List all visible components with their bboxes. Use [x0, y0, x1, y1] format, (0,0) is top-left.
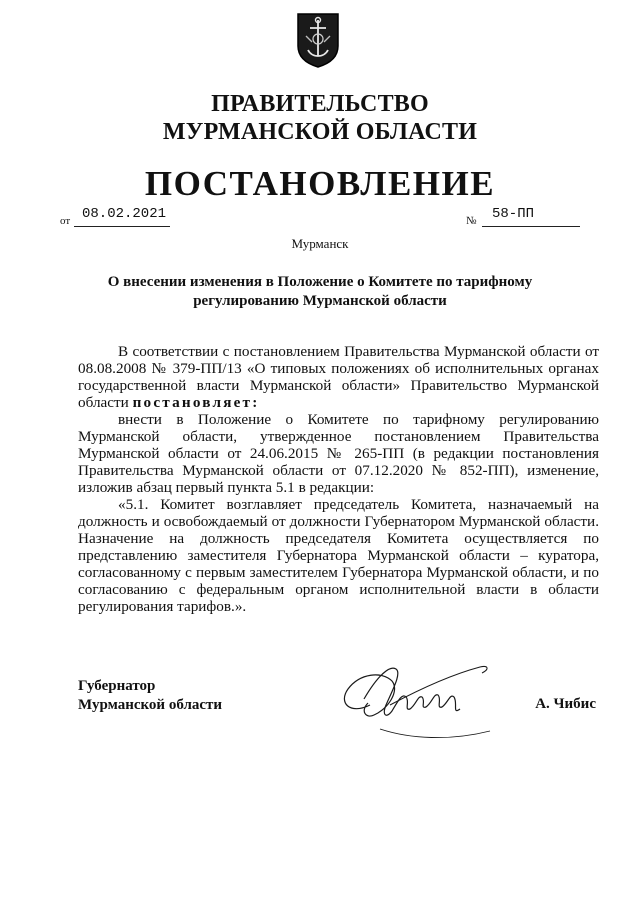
- date-underline: [74, 226, 170, 227]
- preamble-text: В соответствии с постановлением Правительства Мурманской области от 08.08.2008 № 379-ПП/13 «О типовых положениях об исполнительных органах государственной власти Мурманской области» Правительство Мурманской области: [78, 343, 599, 411]
- body-paragraph-preamble: [78, 343, 599, 411]
- body-paragraph-amendment: внести в Положение о Комитете по тарифному регулированию Мурманской области, утвержденное постановлением Правительства Мурманской области от 24.06.2015 № 265-ПП (в редакции постановления Правительства Мурманской области от 07.12.2020 № 852-ПП), изменение, изложив абзац первый пункта 5.1 в редакции:: [78, 411, 599, 496]
- document-subject: [80, 273, 560, 311]
- signatory-title-line2: Мурманской области: [78, 697, 223, 713]
- document-number: 58-ПП: [492, 206, 535, 222]
- subject-line2: регулированию Мурманской области: [193, 293, 447, 309]
- city-name: Мурманск: [291, 236, 349, 251]
- body-paragraph-clause: «5.1. Комитет возглавляет председатель Комитета, назначаемый на должность и освобождаемый от должности Губернатором Мурманской области. Назначение на должность председателя Комитета осуществляется по представлению заместителя Губернатора Мурманской области – куратора, согласованному с первым заместителем Губернатора Мурманской области, и по согласованию с федеральным органом исполнительной власти в области регулирования тарифов.».: [78, 496, 599, 615]
- signatory-title-line1: Губернатор: [78, 678, 156, 694]
- signatory-name: А. Чибис: [535, 696, 596, 712]
- number-underline: [482, 226, 580, 227]
- org-name-line1: ПРАВИТЕЛЬСТВО: [211, 91, 429, 117]
- signatory-title: [78, 677, 222, 715]
- document-type-title: ПОСТАНОВЛЕНИЕ: [144, 164, 496, 203]
- date-prefix: от: [60, 215, 71, 227]
- document-body: [78, 343, 599, 615]
- document-date: 08.02.2021: [82, 206, 167, 222]
- number-prefix: №: [466, 215, 477, 227]
- resolves-verb: постановляет:: [132, 394, 260, 411]
- org-name-line2: МУРМАНСКОЙ ОБЛАСТИ: [162, 119, 478, 145]
- handwritten-signature-icon: [330, 645, 510, 750]
- subject-line1: О внесении изменения в Положение о Комитете по тарифному: [107, 274, 533, 290]
- coat-of-arms-icon: [296, 12, 340, 68]
